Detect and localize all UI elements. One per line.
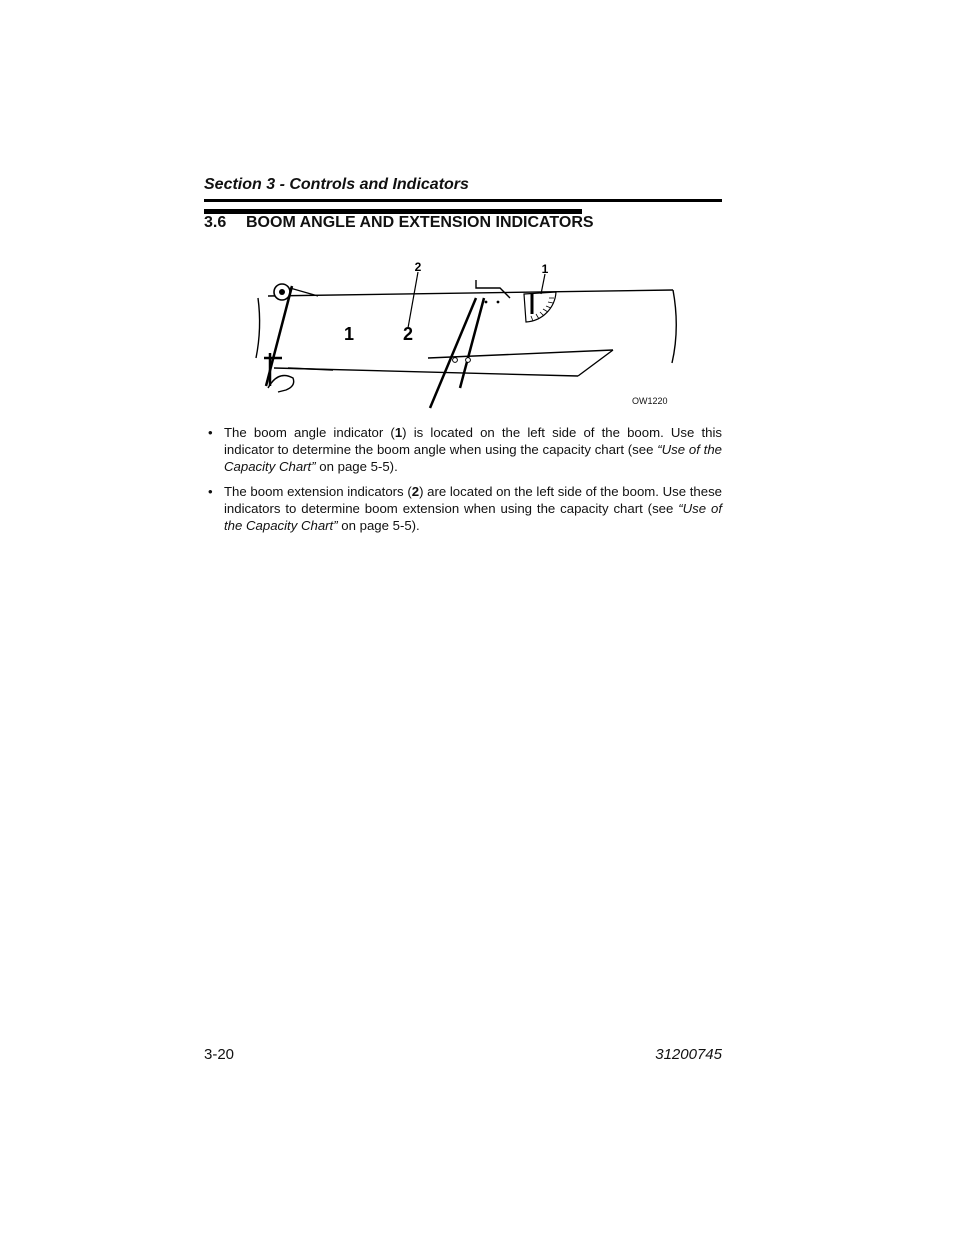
callout-1: 1 [541, 262, 549, 276]
callout-2: 2 [414, 260, 422, 274]
capacity-chart-reference: “Use of the Capacity Chart” [224, 442, 722, 474]
section-title-text: BOOM ANGLE AND EXTENSION INDICATORS [246, 214, 594, 231]
header-rule [204, 199, 722, 202]
bullet-dot: • [208, 484, 213, 499]
bullet-list [204, 424, 722, 542]
section-title [204, 214, 594, 232]
bullet-dot: • [208, 425, 213, 440]
document-number: 31200745 [655, 1046, 722, 1063]
section-number: 3.6 [204, 214, 227, 231]
section-header: Section 3 - Controls and Indicators [204, 176, 469, 193]
figure-id: OW1220 [632, 396, 668, 406]
boom-label-2: 2 [402, 324, 414, 344]
capacity-chart-reference: “Use of the Capacity Chart” [224, 501, 722, 533]
boom-label-1: 1 [343, 324, 355, 344]
boom-illustration [248, 258, 678, 418]
bullet-angle-indicator: • The boom angle indicator (1) is located on the left side of the boom. Use this indicator to determine the boom angle when using the capacity chart (see “Use of the Capacity Chart” on page 5-5). [208, 425, 723, 474]
bullet-extension-indicators: • The boom extension indicators (2) are located on the left side of the boom. Use these indicators to determine boom extension when using the capacity chart (see “Use of the Capacity Chart” on page 5-5). [208, 484, 722, 533]
page-number: 3-20 [204, 1046, 235, 1063]
